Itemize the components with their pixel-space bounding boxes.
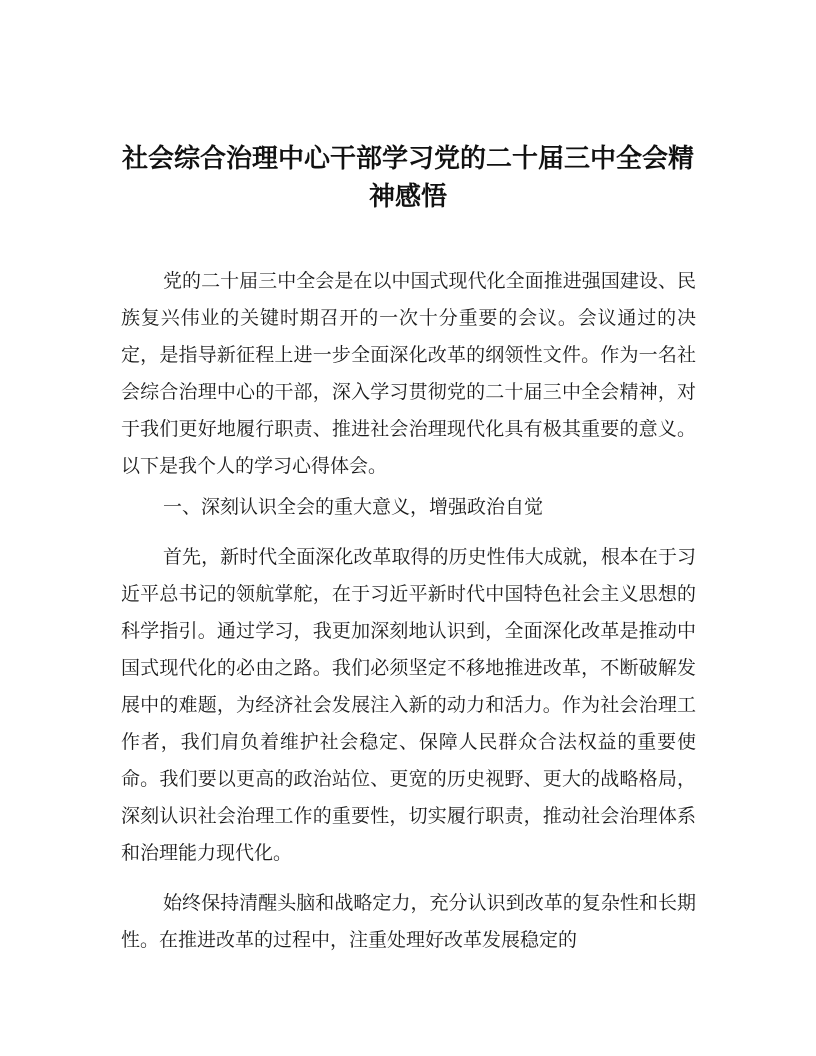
document-title: 社会综合治理中心干部学习党的二十届三中全会精神感悟 xyxy=(121,144,694,212)
section-heading-1: 一、深刻认识全会的重大意义，增强政治自觉 xyxy=(163,496,544,518)
paragraph-section-1: 首先，新时代全面深化改革取得的历史性伟大成就，根本在于习近平总书记的领航掌舵，在于习近平新时代中国特色社会主义思想的科学指引。通过学习，我更加深刻地认识到，全面深化改革是推动中国式现代化的必由之路。我们必须坚定不移地推进改革，不断破解发展中的难题，为经济社会发展注入新的动力和活力。作为社会治理工作者，我们肩负着维护社会稳定、保障人民群众合法权益的重要使命。我们要以更高的政治站位、更宽的历史视野、更大的战略格局，深刻认识社会治理工作的重要性，切实履行职责，推动社会治理体系和治理能力现代化。 xyxy=(121,546,696,864)
paragraph-intro: 党的二十届三中全会是在以中国式现代化全面推进强国建设、民族复兴伟业的关键时期召开的一次十分重要的会议。会议通过的决定，是指导新征程上进一步全面深化改革的纲领性文件。作为一名社会综合治理中心的干部，深入学习贯彻党的二十届三中全会精神，对于我们更好地履行职责、推进社会治理现代化具有极其重要的意义。以下是我个人的学习心得体会。 xyxy=(121,270,696,477)
paragraph-strategy: 始终保持清醒头脑和战略定力，充分认识到改革的复杂性和长期性。在推进改革的过程中，注重处理好改革发展稳定的 xyxy=(121,892,696,951)
document-body xyxy=(121,263,696,959)
